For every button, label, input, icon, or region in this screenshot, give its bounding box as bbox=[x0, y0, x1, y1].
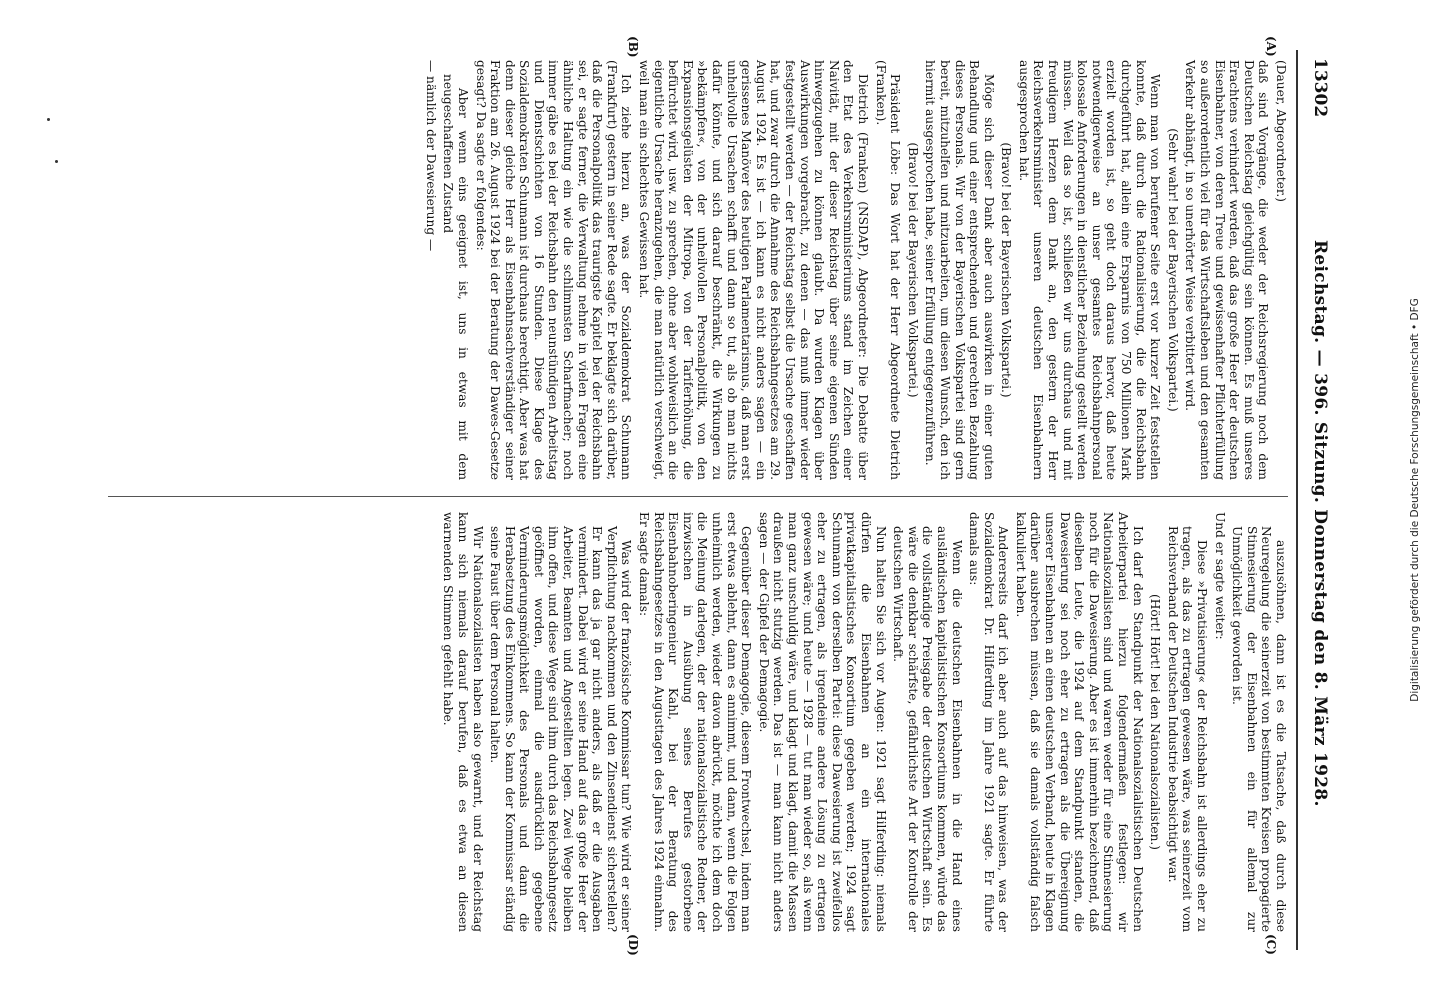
column-divider bbox=[108, 496, 1288, 497]
interjection: (Sehr wahr! bei der Bayerischen Volkspartei.) bbox=[1165, 128, 1180, 412]
left-column bbox=[420, 60, 1288, 480]
speaker-reference: (Dauer, Abgeordneter.) bbox=[1274, 60, 1288, 202]
scan-speck bbox=[47, 118, 50, 121]
running-title: Reichstag. — 396. Sitzung. Donnerstag den 8. März 1928. bbox=[1310, 240, 1330, 807]
page-header bbox=[1300, 50, 1340, 950]
interjection: (Hört! Hört! bei den Nationalsozialisten.) bbox=[1148, 593, 1163, 851]
dfg-credit: Digitalisierung gefördert durch die Deutsche Forschungsgemeinschaft • DFG bbox=[1409, 298, 1421, 702]
speech-paragraph: Dietrich (Franken) (NSDAP), Abgeordneter: Die Debatte über den Etat des Verkehrsministeriums stand im Zeichen einer Naivität, mit der dieser Reichstag über seine eigenen Sünden hinwegzugehen zu können glaubt. Da wurden Klagen über Auswirkungen vorgebracht, zu denen — das muß immer wieder festgestellt werden — der Reichstag selbst die Ursache geschaffen hat, und zwar durch die Annahme des Reichsbahngesetzes am 29. August 1924. Es ist — ich kann es nicht anders sagen — ein gerissenes Manöver des heutigen Parlamentarismus, daß man erst unheilvolle Ursachen schafft und dann so tut, als ob man nichts dafür könnte, und sich darauf beschränkt, die Wirkungen zu »bekämpfen«, von der unheilvollen Personalpolitik, von den Expansionsgelüsten der Mitropa, von der Tariferhöhung, die befürchtet wird, usw. zu sprechen, ohne aber wohlweislich an die eigentliche Ursache heranzugehen, die man natürlich verschweigt, weil man ein schlechtes Gewissen hat. bbox=[637, 60, 870, 480]
quotation: Aber wenn eins geeignet ist, uns in etwas mit dem neugeschaffenen Zustand bbox=[441, 74, 470, 480]
margin-letter-c: (C) bbox=[1264, 934, 1278, 955]
interjection: (Bravo! bei der Bayerischen Volkspartei.) bbox=[999, 142, 1014, 398]
quotation: auszusöhnen, dann ist es die Tatsache, daß durch diese Neuregelung die seinerzeit von bestimmten Kreisen propagierte Stinnesierung der Eisenbahnen ein für allemal zur Unmöglichkeit geworden ist. bbox=[1230, 526, 1288, 932]
paragraph: Und er sagte weiter: bbox=[1212, 512, 1227, 640]
paragraph: Wenn man von berufener Seite erst vor kurzer Zeit feststellen konnte, daß durch die Rationalisierung, die die Reichsbahn durchgeführt hat, allein eine Ersparnis von 750 Millionen Mark erzielt worden ist, so geht doch daraus hervor, daß heute notwendigerweise an unser gesamtes Reichsbahnpersonal kolossale Anforderungen in dienstlicher Beziehung gestellt werden müssen. Weil das so ist, schließen wir uns durchaus und mit freudigem Herzen dem Dank an, den gestern der Herr Reichsverkehrsminister unseren deutschen Eisenbahnern ausgesprochen hat. bbox=[1016, 60, 1163, 480]
paragraph: Gegenüber dieser Demagogie, diesem Frontwechsel, indem man erst etwas ablehnt, dann es annimmt, und dann, wenn die Folgen unheimlich werden, wieder davon abrückt, möchte ich dem doch die Meinung darlegen, der der nationalsozialistische Redner, der inzwischen in Ausübung seines Berufes gestorbene Eisenbahnoberingenieur Kahl, bei der Beratung des Reichsbahngesetzes in den Augusttagen des Jahres 1924 einnahm. Er sagte damals: bbox=[637, 512, 754, 932]
paragraph: Möge sich dieser Dank aber auch auswirken in einer guten Behandlung und einer entsprechenden und gerechten Bezahlung dieses Personals. Wir von der Bayerischen Volkspartei sind gern bereit, mitzuhelfen und mitzuarbeiten, um diesen Wunsch, den ich hiermit ausgesprochen habe, seiner Erfüllung entgegenzuführen. bbox=[923, 60, 996, 480]
rotated-page-content bbox=[90, 36, 1340, 956]
margin-letter-b: (B) bbox=[626, 36, 640, 58]
right-column bbox=[438, 512, 1288, 932]
president-statement: Präsident Löbe: Das Wort hat der Herr Abgeordnete Dietrich (Franken). bbox=[873, 60, 903, 480]
paragraph: Andererseits darf ich aber auch auf das hinweisen, was der Sozialdemokrat Dr. Hilferding im Jahre 1921 sagte. Er führte damals aus: bbox=[967, 512, 1011, 932]
digitization-note bbox=[1395, 20, 1434, 980]
paragraph: Wir Nationalsozialisten haben also gewarnt, und der Reichstag kann sich niemals darauf berufen, daß es etwa an diesen warnenden Stimmen gefehlt habe. bbox=[441, 512, 485, 932]
quotation: Wenn die deutschen Eisenbahnen in die Hand eines ausländischen kapitalistischen Konsortiums kommen, würde das die vollständige Preisgabe der deutschen Wirtschaft sein. Es wäre die denkbar schärfste, gefährlichste Art der Kontrolle der deutschen Wirtschaft. bbox=[891, 526, 964, 932]
margin-letter-a: (A) bbox=[1264, 36, 1278, 57]
interjection: (Bravo! bei der Bayerischen Volkspartei.) bbox=[905, 142, 920, 398]
paragraph: daß sind Vorgänge, die weder der Reichsregierung noch dem Deutschen Reichstag gleichgültig sein können. Es muß unseres Erachtens verhindert werden, daß das große Heer der deutschen Eisenbahner, von deren Treue und gewissenhafter Pflichterfüllung so außerordentlich viel für das Wirtschaftsleben und den gesamten Verkehr abhängt, in so unerhörter Weise verbittert wird. bbox=[1183, 60, 1271, 480]
margin-letter-d: (D) bbox=[626, 934, 640, 956]
page-number: 13302 bbox=[1310, 58, 1330, 118]
header-rule bbox=[1296, 50, 1298, 950]
paragraph: Ich ziehe hierzu an, was der Sozialdemokrat Schumann (Frankfurt) gestern in seiner Rede sagte. Er beklagte sich darüber, daß die Personalpolitik das traurigste Kapitel bei der Reichsbahn sei, er sagte ferner, die Verwaltung nehme in vielen Fragen eine ähnliche Haltung ein wie die schlimmsten Scharfmacher; noch immer gäbe es bei der Reichsbahn den neunstündigen Arbeitstag und Dienstschichten von 16 Stunden. Diese Klage des Sozialdemokraten Schumann ist durchaus berechtigt. Aber was hat denn dieser gleiche Herr als Eisenbahnsachverständiger seiner Fraktion am 26. August 1924 bei der Beratung der Dawes-Gesetze gesagt? Da sagte er folgendes: bbox=[473, 60, 634, 480]
quotation: Diese »Privatisierung« der Reichsbahn ist allerdings eher zu tragen, als das zu ertragen gewesen wäre, was seinerzeit vom Reichsverband der Deutschen Industrie beabsichtigt war. bbox=[1165, 526, 1210, 932]
quotation: Was wird der französische Kommissar tun? Wie wird er seiner Verpflichtung nachkommen und den Zinsendienst sicherstellen? Er kann das ja gar nicht anders, als daß er die Ausgaben vermindert. Dabei wird er seine Hand auf das große Heer der Arbeiter, Beamten und Angestellten legen. Zwei Wege bleiben ihm offen, und diese Wege sind ihm durch das Reichsbahngesetz geöffnet worden, einmal die ausdrücklich gegebene Verminderungsmöglichkeit des Personals und dann die Herabsetzung des Einkommens. So kann der Kommissar ständig seine Faust über dem Personal halten. bbox=[488, 526, 634, 932]
quotation-aside: — nämlich der Dawesierung — bbox=[423, 60, 438, 252]
scan-speck bbox=[55, 160, 58, 163]
paragraph: Ich darf den Standpunkt der Nationalsozialistischen Deutschen Arbeiterpartei hierzu folgendermaßen festlegen: wir Nationalsozialisten sind und waren weder für eine Stinnesierung noch für die Dawesierung. Aber es ist immerhin bezeichnend, daß dieselben Leute, die 1924 auf dem Standpunkt standen, die Dawesierung sei noch eher zu ertragen als die Übereignung unserer Eisenbahnen an einen deutschen Verband, heute in Klagen darüber ausbrechen müssen, daß sie damals vollständig falsch kalkuliert haben. bbox=[1013, 512, 1145, 932]
paragraph: Nun halten Sie sich vor Augen: 1921 sagt Hilferding: niemals dürfen die Eisenbahnen an ein internationales privatkapitalistisches Konsortium gegeben werden; 1924 sagt Schumann von derselben Partei: diese Dawesierung ist zweifellos eher zu ertragen, als irgendeine andere Lösung zu ertragen gewesen wäre; und heute — 1928 — tut man wieder so, als wenn man ganz unschuldig wäre, und klagt und klagt, damit die Massen draußen nicht stutzig werden. Das ist — man kann nicht anders sagen — der Gipfel der Demagogie. bbox=[756, 512, 888, 932]
